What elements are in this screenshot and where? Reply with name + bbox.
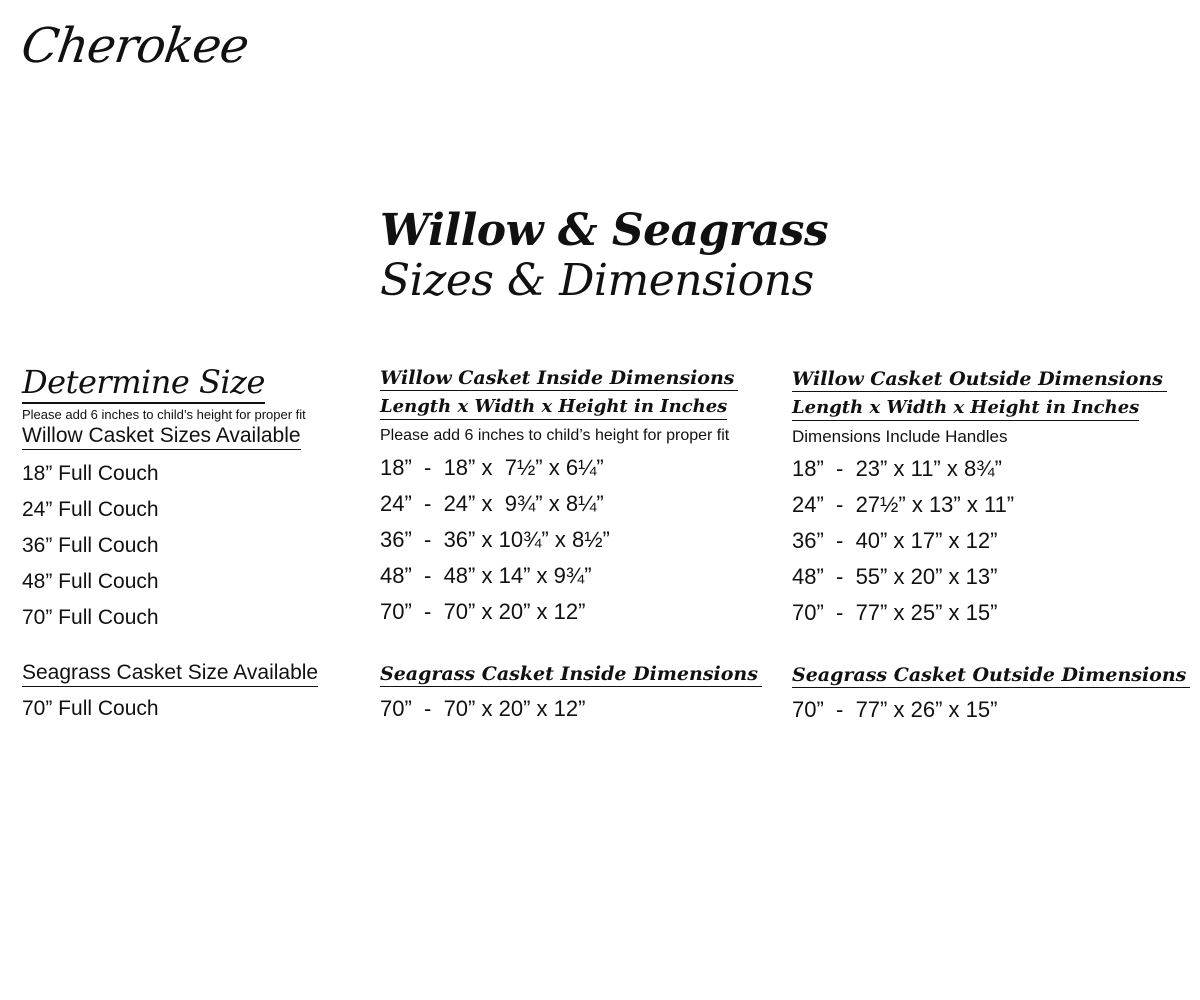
willow-sizes-list: [22, 456, 362, 636]
outside-dimensions-list: [792, 451, 1192, 631]
inside-dimensions-subheading: Length x Width x Height in Inches: [380, 395, 727, 420]
cherokee-logo: Cherokee: [18, 18, 252, 74]
title-line-1: Willow & Seagrass: [380, 205, 829, 256]
inside-dimensions-column: [380, 366, 780, 630]
outside-dimensions-note: Dimensions Include Handles: [792, 427, 1008, 446]
seagrass-inside-section: [380, 662, 780, 727]
outside-dimensions-column: [792, 367, 1192, 631]
list-item: 18” - 18” x 7½” x 6¼”: [380, 455, 604, 480]
seagrass-outside-section: [792, 663, 1192, 728]
list-item: 24” Full Couch: [22, 498, 159, 521]
list-item: 36” Full Couch: [22, 534, 159, 557]
list-item: 70” - 70” x 20” x 12”: [380, 696, 586, 721]
list-item: 70” Full Couch: [22, 697, 159, 720]
inside-dimensions-list: [380, 450, 780, 630]
list-item: 36” - 40” x 17” x 12”: [792, 528, 998, 553]
outside-dimensions-subheading: Length x Width x Height in Inches: [792, 396, 1139, 421]
seagrass-inside-heading: Seagrass Casket Inside Dimensions: [380, 662, 762, 687]
inside-dimensions-heading: Willow Casket Inside Dimensions: [380, 366, 738, 391]
seagrass-outside-heading: Seagrass Casket Outside Dimensions: [792, 663, 1190, 688]
seagrass-sizes-section: [22, 660, 362, 727]
seagrass-sizes-heading: Seagrass Casket Size Available: [22, 660, 318, 687]
outside-dimensions-heading: Willow Casket Outside Dimensions: [792, 367, 1167, 392]
list-item: 36” - 36” x 10¾” x 8½”: [380, 527, 610, 552]
list-item: 24” - 27½” x 13” x 11”: [792, 492, 1015, 517]
list-item: 18” - 23” x 11” x 8¾”: [792, 456, 1002, 481]
list-item: 18” Full Couch: [22, 462, 159, 485]
determine-size-heading: Determine Size: [22, 362, 265, 404]
inside-dimensions-note: Please add 6 inches to child’s height for proper fit: [380, 427, 730, 444]
list-item: 70” - 70” x 20” x 12”: [380, 599, 586, 624]
list-item: 24” - 24” x 9¾” x 8¼”: [380, 491, 604, 516]
list-item: 70” Full Couch: [22, 606, 159, 629]
determine-size-note: Please add 6 inches to child’s height for proper fit: [22, 407, 306, 422]
list-item: 70” - 77” x 25” x 15”: [792, 600, 998, 625]
list-item: 48” - 55” x 20” x 13”: [792, 564, 998, 589]
list-item: 48” Full Couch: [22, 570, 159, 593]
title-line-2: Sizes & Dimensions: [380, 255, 814, 306]
list-item: 70” - 77” x 26” x 15”: [792, 697, 998, 722]
determine-size-column: [22, 362, 362, 636]
page-title: [380, 205, 828, 305]
list-item: 48” - 48” x 14” x 9¾”: [380, 563, 592, 588]
willow-sizes-heading: Willow Casket Sizes Available: [22, 423, 301, 450]
